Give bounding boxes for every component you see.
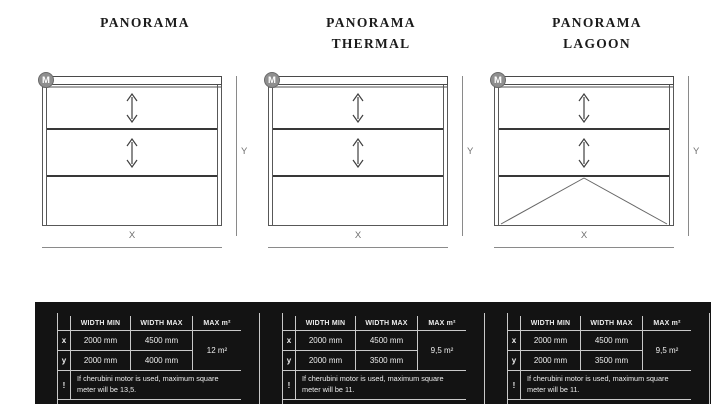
panel-title-line1: PANORAMA: [100, 15, 190, 30]
motor-note: If cherubini motor is used, maximum square meter will be 11.: [521, 371, 691, 400]
left-guide-rail: [42, 85, 47, 226]
cassette-bar: [42, 76, 222, 85]
y-dimension-line: [462, 76, 463, 236]
lagoon-fold-lines: [499, 177, 669, 225]
y-dimension-label: Y: [241, 146, 248, 157]
row-label-x: x: [58, 331, 71, 351]
motor-badge: M: [38, 72, 54, 88]
panel-divider: [273, 175, 443, 177]
header-width-min: WIDTH MIN: [71, 316, 131, 331]
technical-drawing: [258, 70, 484, 256]
y-dimension-line: [236, 76, 237, 236]
x-dimension-label: X: [354, 230, 362, 241]
max-area-value: 9,5 m²: [643, 331, 691, 371]
x-width-min: 2000 mm: [521, 331, 581, 351]
spec-table: [507, 313, 710, 404]
row-label-y: y: [508, 351, 521, 371]
panel-title-line2: THERMAL: [331, 35, 411, 51]
panel-panorama-thermal: [258, 6, 484, 256]
header-max-area: MAX m²: [418, 316, 466, 331]
note-label: !: [283, 371, 296, 400]
updown-arrow-icon: [125, 93, 139, 123]
panel-panorama: [32, 6, 258, 256]
panel-title-line2: LAGOON: [563, 35, 631, 51]
left-guide-rail: [268, 85, 273, 226]
frame-bottom-line: [42, 225, 222, 226]
cassette-shadow-line: [43, 86, 221, 88]
right-guide-rail: [669, 85, 674, 226]
updown-arrow-icon: [125, 138, 139, 168]
x-dimension-line: [42, 247, 222, 248]
header-width-max: WIDTH MAX: [356, 316, 418, 331]
header-empty-cell: [508, 316, 521, 331]
screen-frame: [268, 76, 448, 226]
header-max-area: MAX m²: [643, 316, 691, 331]
y-width-min: 2000 mm: [71, 351, 131, 371]
motor-badge: M: [264, 72, 280, 88]
x-dimension-line: [268, 247, 448, 248]
header-max-area: MAX m²: [193, 316, 241, 331]
panel-divider: [47, 128, 217, 130]
header-empty-cell: [58, 316, 71, 331]
panel-divider: [273, 128, 443, 130]
row-label-y: y: [283, 351, 296, 371]
spec-band: [35, 302, 711, 404]
x-dimension-label: X: [128, 230, 136, 241]
y-dimension-label: Y: [467, 146, 474, 157]
x-width-max: 4500 mm: [356, 331, 418, 351]
max-area-value: 9,5 m²: [418, 331, 466, 371]
note-label: !: [508, 371, 521, 400]
technical-drawing: [484, 70, 710, 256]
panel-panorama-lagoon: [484, 6, 710, 256]
row-label-x: x: [508, 331, 521, 351]
note-label: !: [58, 371, 71, 400]
y-dimension-line: [688, 76, 689, 236]
right-guide-rail: [443, 85, 448, 226]
technical-drawing: [32, 70, 258, 256]
header-empty-cell: [283, 316, 296, 331]
spec-table: [282, 313, 485, 404]
y-dimension-label: Y: [693, 146, 700, 157]
x-dimension-label: X: [580, 230, 588, 241]
updown-arrow-icon: [577, 93, 591, 123]
x-width-max: 4500 mm: [581, 331, 643, 351]
screen-frame: [42, 76, 222, 226]
spec-column-lagoon: [485, 313, 710, 404]
panel-title: [258, 6, 484, 70]
cassette-bar: [268, 76, 448, 85]
row-label-x: x: [283, 331, 296, 351]
header-width-min: WIDTH MIN: [521, 316, 581, 331]
updown-arrow-icon: [351, 138, 365, 168]
motor-note: If cherubini motor is used, maximum square meter will be 13,5.: [71, 371, 241, 400]
right-guide-rail: [217, 85, 222, 226]
panel-title-line1: PANORAMA: [326, 15, 416, 30]
screen-frame: [494, 76, 674, 226]
motor-badge: M: [490, 72, 506, 88]
frame-bottom-line: [268, 225, 448, 226]
cassette-bar: [494, 76, 674, 85]
header-width-min: WIDTH MIN: [296, 316, 356, 331]
x-width-max: 4500 mm: [131, 331, 193, 351]
motor-note: If cherubini motor is used, maximum square meter will be 11.: [296, 371, 466, 400]
updown-arrow-icon: [577, 138, 591, 168]
panel-divider: [47, 175, 217, 177]
max-area-value: 12 m²: [193, 331, 241, 371]
spec-column-panorama: [35, 313, 260, 404]
header-width-max: WIDTH MAX: [131, 316, 193, 331]
y-width-max: 3500 mm: [581, 351, 643, 371]
x-dimension-line: [494, 247, 674, 248]
panel-title: [484, 6, 710, 70]
frame-bottom-line: [494, 225, 674, 226]
y-width-max: 3500 mm: [356, 351, 418, 371]
cassette-shadow-line: [269, 86, 447, 88]
spec-table: [57, 313, 260, 404]
panel-divider: [499, 128, 669, 130]
spec-column-thermal: [260, 313, 485, 404]
y-width-min: 2000 mm: [521, 351, 581, 371]
x-width-min: 2000 mm: [71, 331, 131, 351]
panel-title-line1: PANORAMA: [552, 15, 642, 30]
panel-title: [32, 6, 258, 70]
cassette-shadow-line: [495, 86, 673, 88]
header-width-max: WIDTH MAX: [581, 316, 643, 331]
y-width-min: 2000 mm: [296, 351, 356, 371]
updown-arrow-icon: [351, 93, 365, 123]
row-label-y: y: [58, 351, 71, 371]
x-width-min: 2000 mm: [296, 331, 356, 351]
y-width-max: 4000 mm: [131, 351, 193, 371]
